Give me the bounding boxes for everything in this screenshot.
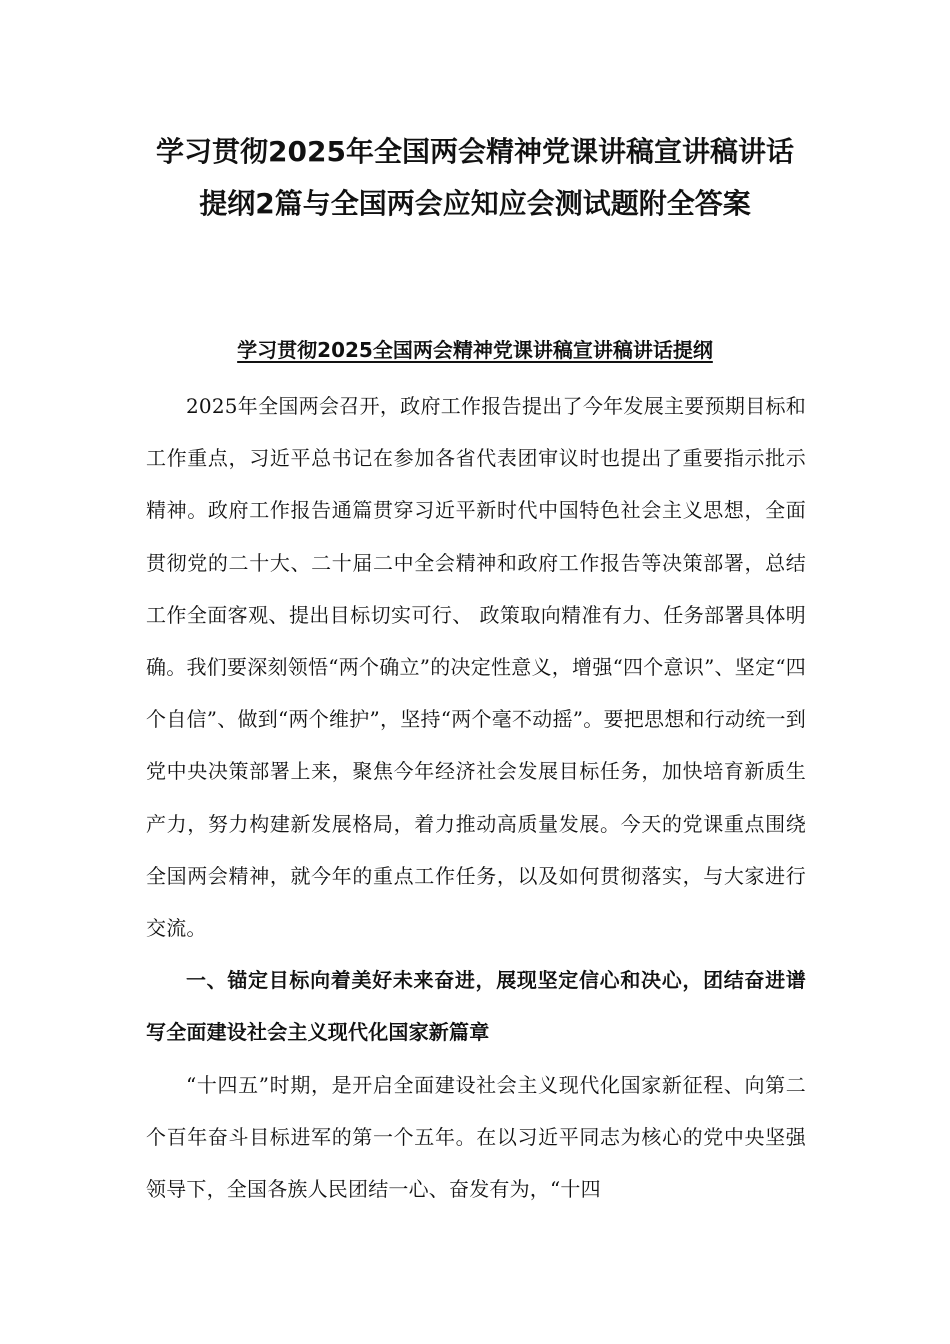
heading-section-1: 一、锚定目标向着美好未来奋进，展现坚定信心和决心，团结奋进谱写全面建设社会主义现代化国家新篇章 xyxy=(146,968,806,1045)
document-title xyxy=(110,126,840,230)
paragraph-intro: 2025年全国两会召开，政府工作报告提出了今年发展主要预期目标和工作重点，习近平总书记在参加各省代表团审议时也提出了重要指示批示精神。政府工作报告通篇贯穿习近平新时代中国特色社会主义思想，全面贯彻党的二十大、二十届二中全会精神和政府工作报告等决策部署，总结工作全面客观、提出目标切实可行、 政策取向精准有力、任务部署具体明确。我们要深刻领悟“两个确立”的决定性意义，增强“四个意识”、坚定“四个自信”、做到“两个维护”，坚持“两个毫不动摇”。要把思想和行动统一到党中央决策部署上来，聚焦今年经济社会发展目标任务，加快培育新质生产力，努力构建新发展格局，着力推动高质量发展。今天的党课重点围绕全国两会精神，就今年的重点工作任务，以及如何贯彻落实，与大家进行交流。 xyxy=(146,394,806,941)
document-body xyxy=(146,380,806,1215)
section-title-text: 学习贯彻2025全国两会精神党课讲稿宣讲稿讲话提纲 xyxy=(237,338,713,362)
section-title xyxy=(110,332,840,368)
document-title-line-1: 学习贯彻2025年全国两会精神党课讲稿宣讲稿讲话 xyxy=(156,135,794,168)
paragraph-section-1: “十四五”时期，是开启全面建设社会主义现代化国家新征程、向第二个百年奋斗目标进军的第一个五年。在以习近平同志为核心的党中央坚强领导下，全国各族人民团结一心、奋发有为，“十四 xyxy=(146,1072,806,1202)
document-title-line-2: 提纲2篇与全国两会应知应会测试题附全答案 xyxy=(199,187,751,220)
